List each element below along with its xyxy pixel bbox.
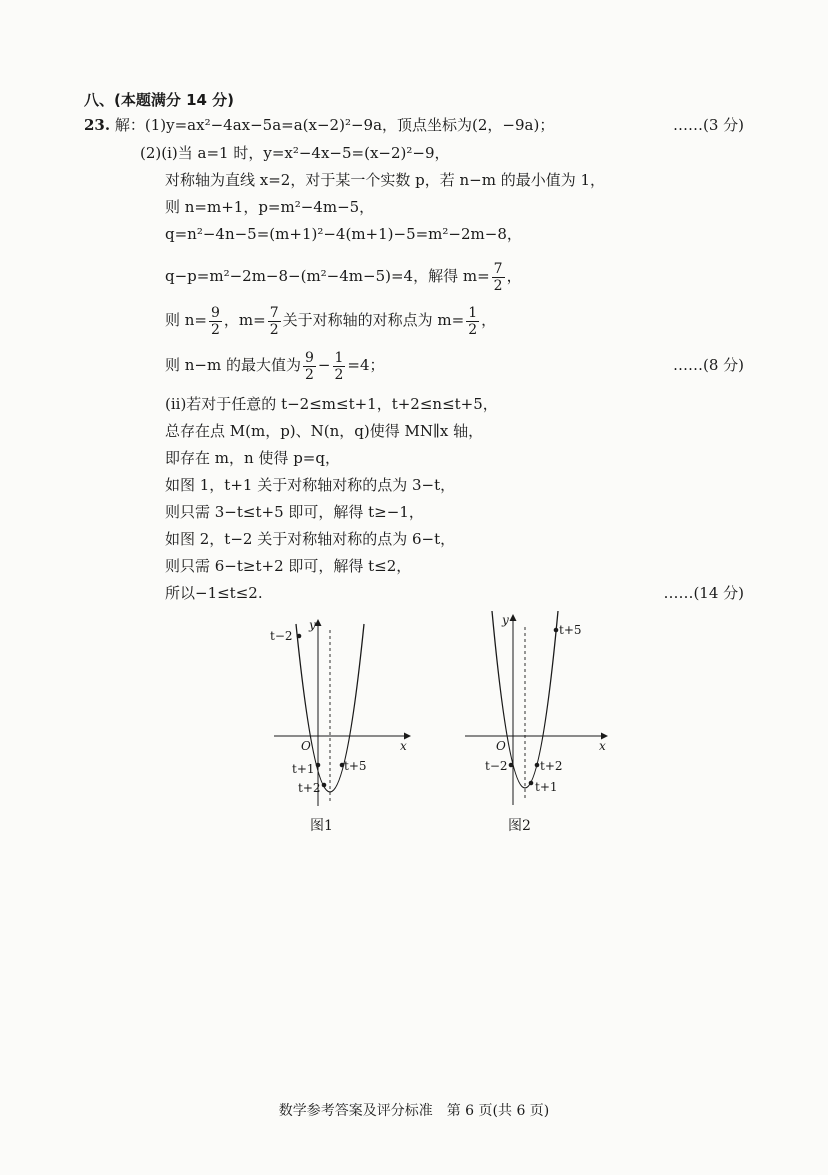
fraction-numerator: 9 <box>305 349 314 366</box>
point-label: t+5 <box>344 759 367 773</box>
p2-line-6-tail: ， <box>481 311 497 329</box>
point-label: t+2 <box>298 781 321 795</box>
fraction <box>268 305 281 338</box>
p2-line-7-text-a: 则 n−m 的最大值为 <box>165 356 301 374</box>
p2-line-6-text-c: 关于对称轴的对称点为 m= <box>282 311 465 329</box>
ii-line-5: 则只需 3−t≤t+5 即可，解得 t≥−1， <box>165 503 424 521</box>
part1-line <box>84 115 554 135</box>
ii-line-8: 所以−1≤t≤2. <box>165 584 263 602</box>
x-axis-label: x <box>400 739 407 753</box>
x-axis-label: x <box>599 739 606 753</box>
point-t-plus-5 <box>554 628 559 633</box>
p2-line-6-text-a: 则 n= <box>165 311 207 329</box>
fraction-denominator: 2 <box>468 321 478 338</box>
fraction-numerator: 7 <box>493 260 503 277</box>
figure-2-graph <box>455 605 620 810</box>
point-t-minus-2 <box>509 763 514 768</box>
fraction-denominator: 2 <box>269 321 279 338</box>
fraction-numerator: 1 <box>468 304 478 321</box>
point-label: t+5 <box>559 623 582 637</box>
figure-2-caption: 图2 <box>508 818 531 834</box>
fraction <box>303 350 316 383</box>
ii-line-2: 总存在点 M(m，p)、N(n，q)使得 MN∥x 轴， <box>165 422 484 440</box>
point-label: t+1 <box>292 762 315 776</box>
fraction <box>492 261 505 294</box>
y-axis-label: y <box>502 613 509 627</box>
fraction-denominator: 2 <box>493 277 503 294</box>
question-number: 23. <box>84 116 111 134</box>
fraction-denominator: 2 <box>334 366 344 383</box>
point-t-plus-2 <box>322 783 327 788</box>
p2-line-2: 对称轴为直线 x=2，对于某一个实数 p，若 n−m 的最小值为 1， <box>165 171 606 189</box>
p2-line-1: (2)(i)当 a=1 时，y=x²−4x−5=(x−2)²−9， <box>140 144 450 162</box>
part2i-score: ……(8 分) <box>672 356 744 374</box>
fraction <box>209 305 222 338</box>
ii-line-3: 即存在 m，n 使得 p=q， <box>165 449 340 467</box>
p2-line-7-text-c: =4； <box>347 356 385 374</box>
origin-label: O <box>301 739 311 753</box>
p2-line-5-tail: ， <box>506 267 522 285</box>
p2-line-6 <box>165 302 496 338</box>
fraction <box>333 350 346 383</box>
fraction-numerator: 9 <box>211 304 220 321</box>
point-label: t−2 <box>485 759 508 773</box>
p2-line-7 <box>165 347 385 383</box>
point-t-plus-2 <box>535 763 540 768</box>
part2ii-score: ……(14 分) <box>663 584 744 602</box>
fraction-denominator: 2 <box>211 321 220 338</box>
part1-text: 解：(1)y=ax²−4ax−5a=a(x−2)²−9a，顶点坐标为(2，−9a)； <box>114 116 555 134</box>
ii-line-7: 则只需 6−t≥t+2 即可，解得 t≤2， <box>165 557 412 575</box>
page-footer: 数学参考答案及评分标准 第 6 页(共 6 页) <box>278 1103 550 1119</box>
point-label: t+2 <box>540 759 563 773</box>
section-title: 八、(本题满分 14 分) <box>84 91 235 109</box>
fraction <box>466 305 479 338</box>
y-axis-label: y <box>309 618 316 632</box>
p2-line-4: q=n²−4n−5=(m+1)²−4(m+1)−5=m²−2m−8， <box>165 225 522 243</box>
point-t-plus-1 <box>316 763 321 768</box>
p2-line-7-text-b: − <box>317 356 331 374</box>
part1-score: ……(3 分) <box>672 116 744 134</box>
p2-line-3: 则 n=m+1，p=m²−4m−5， <box>165 198 375 216</box>
point-label: t+1 <box>535 780 558 794</box>
figure-1-caption: 图1 <box>310 818 333 834</box>
p2-line-6-text-b: ，m= <box>223 311 266 329</box>
fraction-denominator: 2 <box>305 366 314 383</box>
figure-1-graph <box>262 610 422 810</box>
fraction-numerator: 7 <box>269 304 279 321</box>
ii-line-4: 如图 1，t+1 关于对称轴对称的点为 3−t， <box>165 476 456 494</box>
ii-line-1: (ii)若对于任意的 t−2≤m≤t+1，t+2≤n≤t+5， <box>165 395 498 413</box>
point-t-plus-1 <box>529 781 534 786</box>
p2-line-5-text: q−p=m²−2m−8−(m²−4m−5)=4，解得 m= <box>165 267 490 285</box>
point-label: t−2 <box>270 629 293 643</box>
ii-line-6: 如图 2，t−2 关于对称轴对称的点为 6−t， <box>165 530 456 548</box>
origin-label: O <box>496 739 506 753</box>
fraction-numerator: 1 <box>334 349 344 366</box>
p2-line-5 <box>165 258 522 294</box>
point-t-minus-2 <box>297 634 302 639</box>
